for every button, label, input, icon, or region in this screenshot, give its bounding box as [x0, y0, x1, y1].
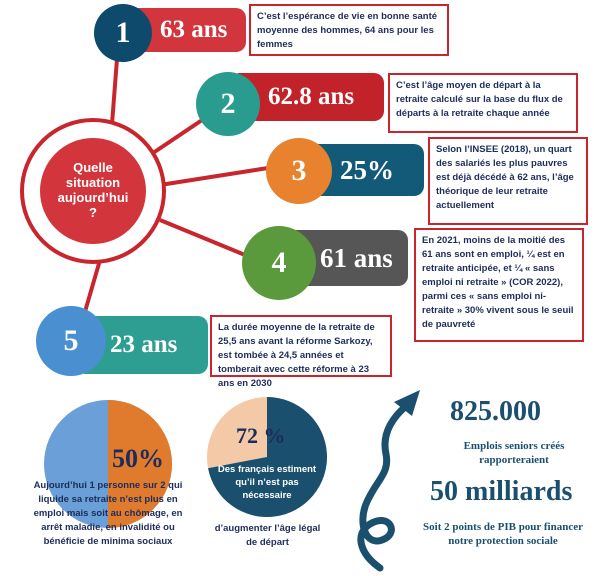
center-question: Quelle situation aujourd’hui ? — [57, 160, 129, 220]
item-4-number: 4 — [242, 226, 316, 300]
gauge-outer-text: d’augmenter l’âge légal de départ — [214, 523, 321, 548]
item-5-value: 23 ans — [110, 331, 178, 358]
impact-value-1: 825.000 — [450, 396, 541, 427]
impact-label-1: Emplois seniors créés rapporteraient — [463, 440, 565, 466]
item-4-value: 61 ans — [320, 242, 393, 273]
item-5-number: 5 — [36, 306, 106, 376]
pie-percent: 50% — [112, 444, 164, 473]
item-1-value: 63 ans — [160, 16, 228, 43]
item-2-value: 62.8 ans — [268, 83, 355, 110]
item-4-note: En 2021, moins de la moitié des 61 ans sont en emploi, ¼ est en retraite anticipée, et ¼ « sans emploi ni retraite » (COR 2022), parmi ces « sans emploi ni-retraite » 30% vivent sous le seuil de pauvreté — [414, 228, 584, 342]
item-2-note: C’est l’âge moyen de départ à la retraite calculé sur la base du flux de départs à la retraite chaque année — [388, 73, 578, 133]
gauge-percent: 72 % — [236, 423, 286, 448]
item-2-value-pill — [238, 73, 384, 121]
item-1-note: C’est l’espérance de vie en bonne santé moyenne des hommes, 64 ans pour les femmes — [249, 4, 449, 56]
impact-value-2: 50 milliards — [430, 476, 573, 507]
item-5-note: La durée moyenne de la retraite de 25,5 ans avant la réforme Sarkozy, est tombée à 24,5 années et tomberait avec cette réforme à 23 ans en 2030 — [210, 315, 392, 377]
item-3-value: 25% — [340, 154, 394, 185]
impact-label-2: Soit 2 points de PIB pour financer notre protection sociale — [423, 521, 583, 547]
spiral-arrow-icon — [340, 384, 430, 574]
item-3-note: Selon l’INSEE (2018), un quart des salariés les plus pauvres est déjà décédé à 62 ans, l’âge théorique de leur retraite actuellement — [428, 137, 588, 225]
item-2-number: 2 — [196, 72, 260, 136]
gauge-inner-text: Des français estiment qu’il n’est pas nécessaire — [217, 464, 317, 501]
pie-text: Aujourd’hui 1 personne sur 2 qui liquide sa retraite n’est plus en emploi mais soit au chômage, en arrêt maladie, en invalidité ou bénéficie de minima sociaux — [33, 480, 183, 547]
item-1-number: 1 — [94, 4, 152, 62]
item-3-number: 3 — [266, 138, 332, 204]
